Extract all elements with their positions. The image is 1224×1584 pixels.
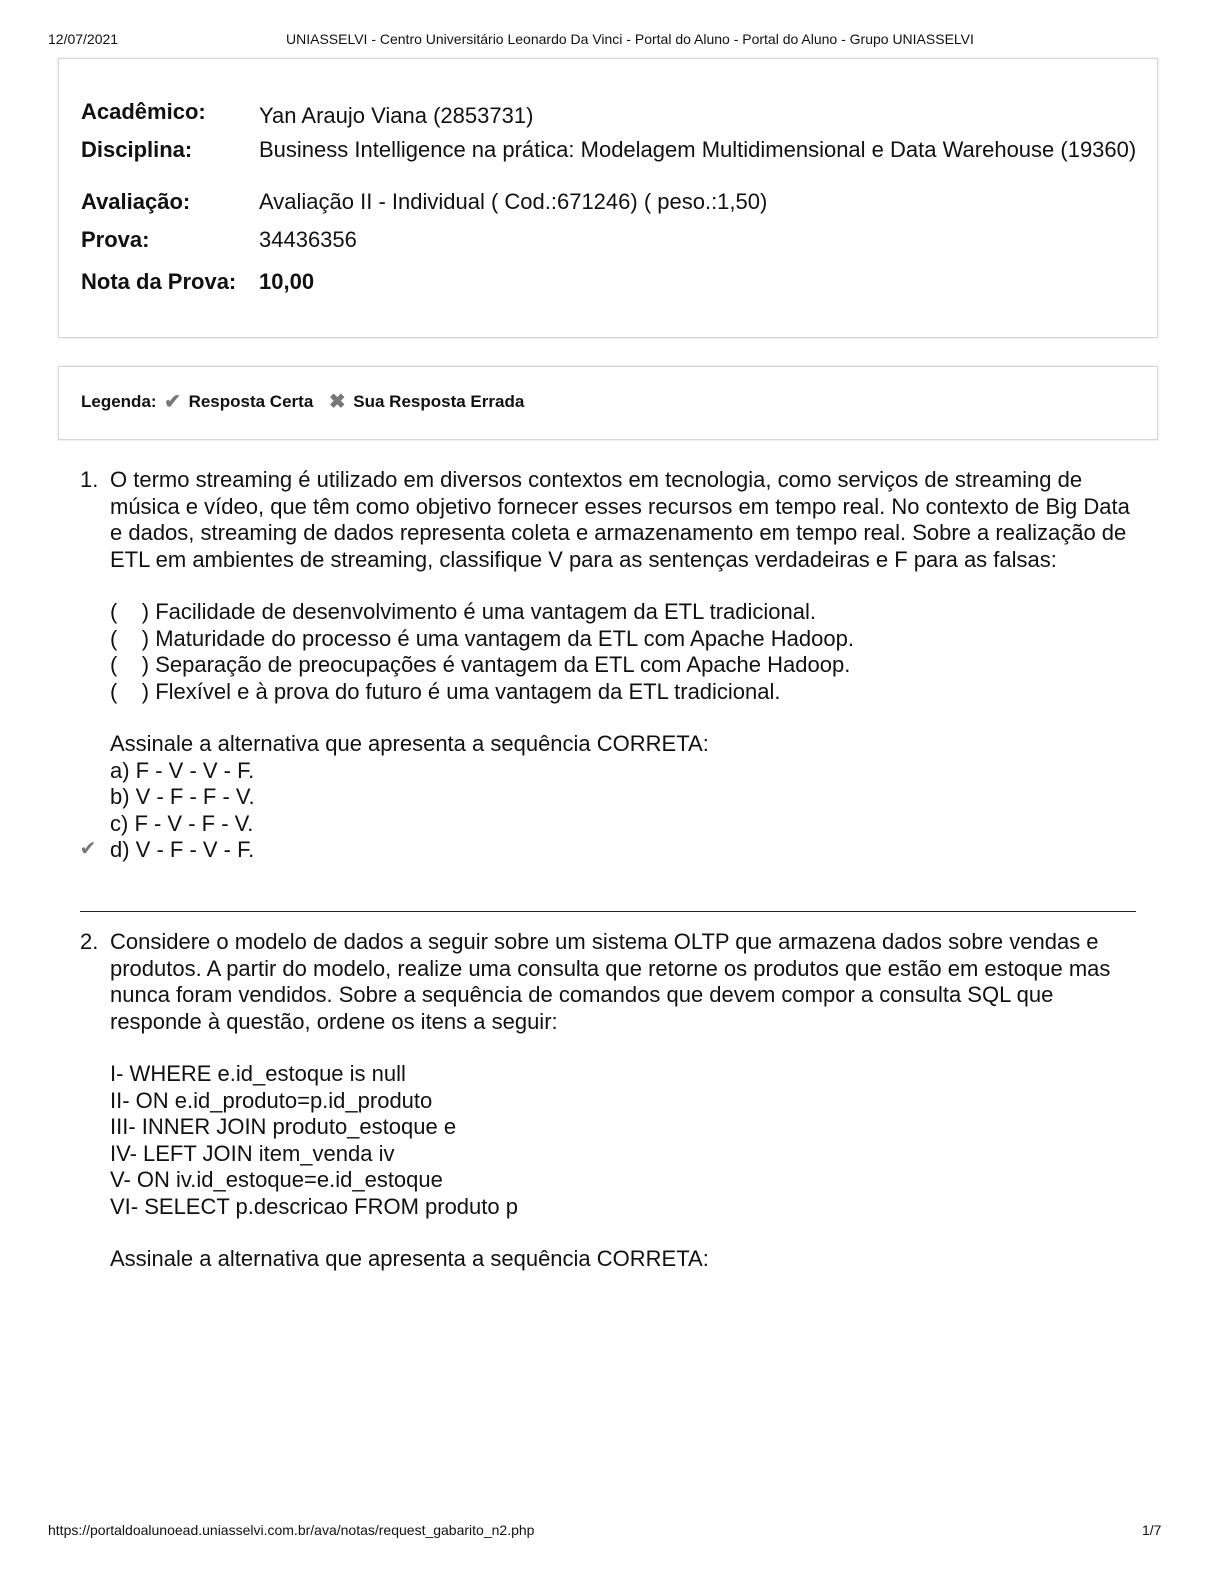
statement: ( ) Separação de preocupações é vantagem da ETL com Apache Hadoop. xyxy=(110,652,851,677)
label-nota: Nota da Prova: xyxy=(81,269,237,294)
label-prova: Prova: xyxy=(81,227,150,252)
question-2 xyxy=(80,929,1140,1273)
label-avaliacao: Avaliação: xyxy=(81,189,191,214)
sql-item: IV- LEFT JOIN item_venda iv xyxy=(110,1140,395,1166)
value-avaliacao: Avaliação II - Individual ( Cod.:671246) ( peso.:1,50) xyxy=(259,189,768,214)
legend-wrong: Sua Resposta Errada xyxy=(353,392,525,411)
label-disciplina: Disciplina: xyxy=(81,137,193,162)
sql-item: I- WHERE e.id_estoque is null xyxy=(110,1061,406,1086)
statement: ( ) Flexível e à prova do futuro é uma vantagem da ETL tradicional. xyxy=(110,678,781,704)
legend-panel xyxy=(58,366,1158,440)
statement: ( ) Maturidade do processo é uma vantagem da ETL com Apache Hadoop. xyxy=(110,625,854,651)
option-d-correct: ✔ d) V - F - V - F. xyxy=(110,837,1140,864)
print-title: UNIASSELVI - Centro Universitário Leonardo Da Vinci - Portal do Aluno - Portal do Aluno - Grupo UNIASSELVI xyxy=(286,31,974,47)
question-number: 2. xyxy=(80,929,99,954)
question-prompt: Assinale a alternativa que apresenta a sequência CORRETA: xyxy=(110,1246,709,1271)
question-prompt: Assinale a alternativa que apresenta a sequência CORRETA: xyxy=(110,731,709,756)
legend-correct: Resposta Certa xyxy=(188,392,314,411)
option-c: c) F - V - F - V. xyxy=(110,810,254,836)
option-a: a) F - V - V - F. xyxy=(110,757,255,783)
sql-item-list xyxy=(110,1061,1140,1220)
statement-list xyxy=(110,599,1140,705)
statement: ( ) Facilidade de desenvolvimento é uma vantagem da ETL tradicional. xyxy=(110,599,816,624)
question-divider xyxy=(80,911,1136,912)
legend-label: Legenda: xyxy=(81,392,157,411)
value-disciplina: Business Intelligence na prática: Modelagem Multidimensional e Data Warehouse (19360) xyxy=(259,137,1137,162)
question-text: Considere o modelo de dados a seguir sobre um sistema OLTP que armazena dados sobre vendas e produtos. A partir do modelo, realize uma consulta que retorne os produtos que estão em estoque mas nunca foram vendidos. Sobre a sequência de comandos que devem compor a consulta SQL que responde à questão, ordene os itens a seguir: xyxy=(110,929,1111,1034)
checkmark-icon: ✔ xyxy=(164,391,181,413)
page-number: 1/7 xyxy=(1142,1522,1162,1538)
exam-info-panel xyxy=(58,58,1158,338)
sql-item: V- ON iv.id_estoque=e.id_estoque xyxy=(110,1167,443,1192)
question-number: 1. xyxy=(80,467,99,492)
print-date: 12/07/2021 xyxy=(48,31,119,47)
cross-icon: ✖ xyxy=(328,391,346,413)
option-b: b) V - F - F - V. xyxy=(110,784,255,809)
value-prova: 34436356 xyxy=(259,227,357,252)
footer-url: https://portaldoalunoead.uniasselvi.com.br/ava/notas/request_gabarito_n2.php xyxy=(48,1522,535,1538)
question-text: O termo streaming é utilizado em diversos contextos em tecnologia, como serviços de streaming de música e vídeo, que têm como objetivo fornecer esses recursos em tempo real. No contexto de Big Data e dados, streaming de dados representa coleta e armazenamento em tempo real. Sobre a realização de ETL em ambientes de streaming, classifique V para as sentenças verdadeiras e F para as falsas: xyxy=(110,467,1130,572)
value-academico: Yan Araujo Viana (2853731) xyxy=(259,103,534,128)
question-1 xyxy=(80,467,1140,864)
checkmark-icon: ✔ xyxy=(79,838,97,860)
value-nota: 10,00 xyxy=(259,269,315,294)
sql-item: VI- SELECT p.descricao FROM produto p xyxy=(110,1193,518,1219)
sql-item: II- ON e.id_produto=p.id_produto xyxy=(110,1087,433,1113)
sql-item: III- INNER JOIN produto_estoque e xyxy=(110,1114,457,1139)
label-academico: Acadêmico: xyxy=(81,99,206,124)
